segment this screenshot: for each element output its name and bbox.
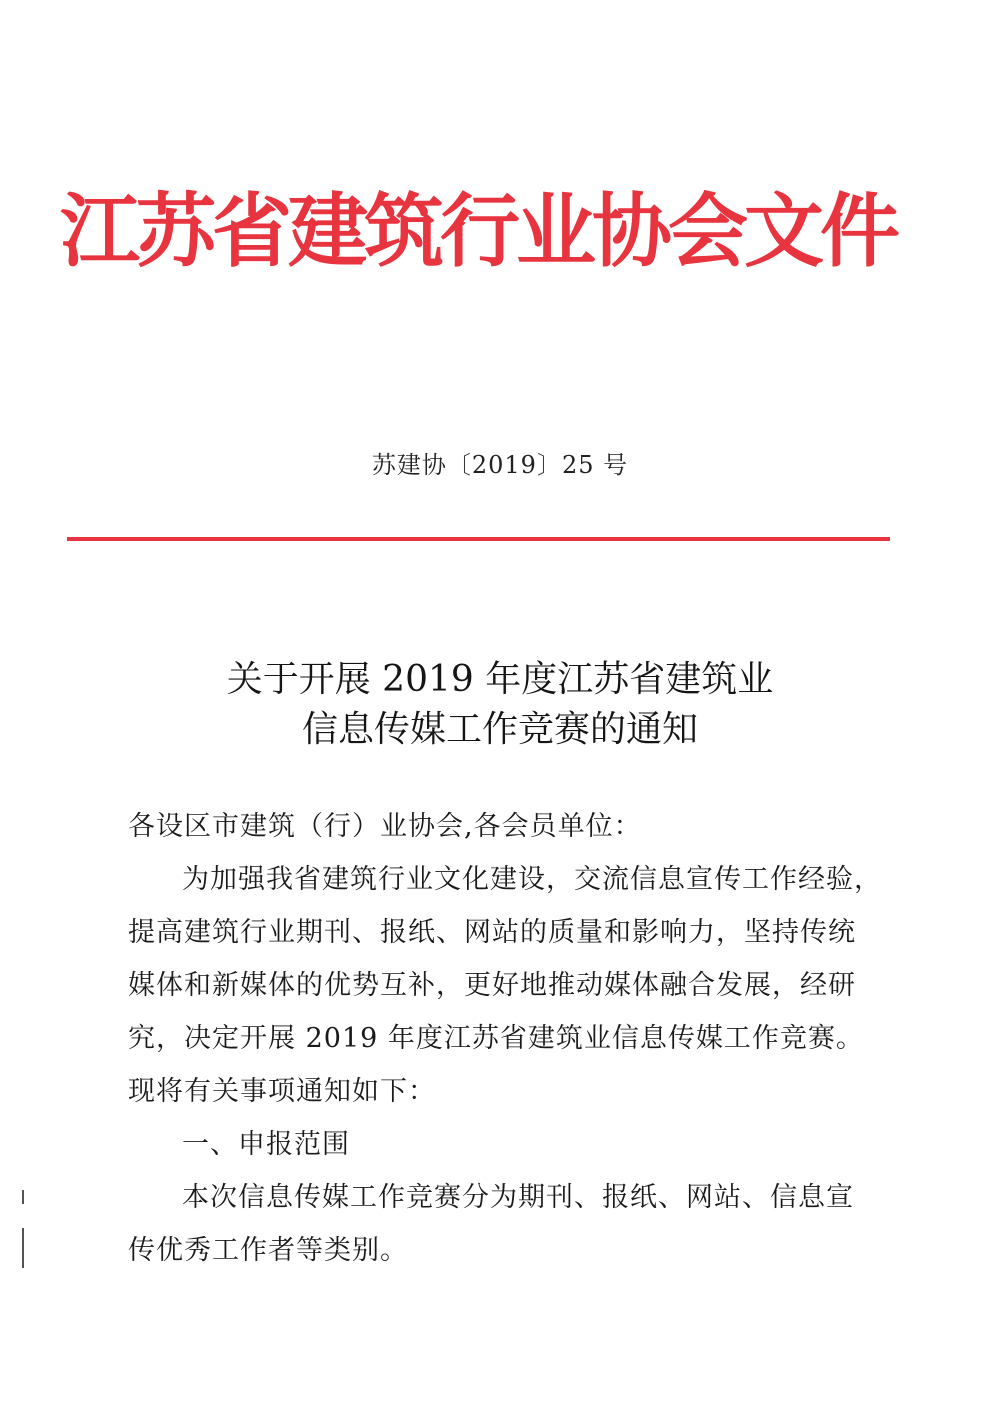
scan-edge-mark bbox=[22, 1190, 24, 1204]
paragraph-scope bbox=[128, 1171, 868, 1277]
red-divider-line bbox=[67, 537, 890, 541]
salutation: 各设区市建筑（行）业协会,各会员单位： bbox=[128, 811, 642, 842]
notice-title-line-2: 信息传媒工作竞赛的通知 bbox=[301, 709, 698, 750]
section-heading-scope: 一、申报范围 bbox=[182, 1129, 350, 1160]
paragraph-scope-line-1: 本次信息传媒工作竞赛分为期刊、报纸、网站、信息宣 bbox=[182, 1182, 854, 1213]
paragraph-scope-line-2: 传优秀工作者等类别。 bbox=[128, 1235, 408, 1266]
paragraph-intro-line-5: 现将有关事项通知如下： bbox=[128, 1076, 436, 1107]
notice-title-line-1: 关于开展 2019 年度江苏省建筑业 bbox=[226, 659, 774, 700]
notice-body bbox=[128, 800, 882, 1277]
paragraph-intro bbox=[128, 853, 882, 1118]
scan-edge-mark bbox=[22, 1228, 24, 1268]
notice-title bbox=[0, 655, 1000, 755]
paragraph-intro-line-1: 为加强我省建筑行业文化建设，交流信息宣传工作经验， bbox=[182, 864, 882, 895]
document-number: 苏建协〔2019〕25 号 bbox=[371, 451, 629, 479]
paragraph-intro-line-2: 提高建筑行业期刊、报纸、网站的质量和影响力，坚持传统 bbox=[128, 917, 856, 948]
paragraph-intro-line-4: 究，决定开展 2019 年度江苏省建筑业信息传媒工作竞赛。 bbox=[128, 1023, 864, 1054]
paragraph-intro-line-3: 媒体和新媒体的优势互补，更好地推动媒体融合发展，经研 bbox=[128, 970, 856, 1001]
masthead-title: 江苏省建筑行业协会文件 bbox=[60, 185, 896, 278]
